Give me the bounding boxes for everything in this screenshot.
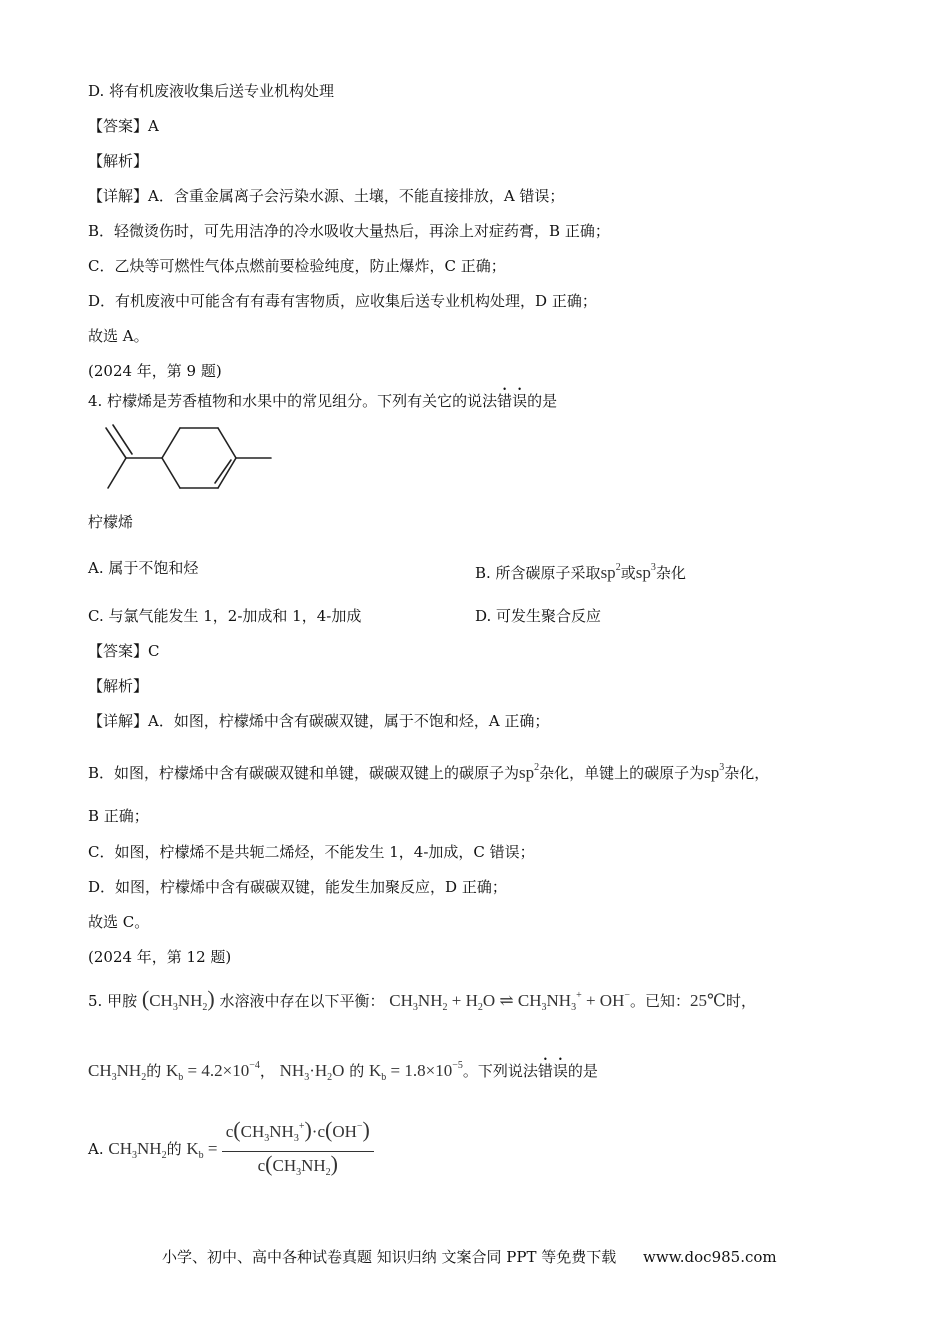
footer	[162, 1246, 777, 1267]
methylamine-formula: $(CH_3NH_2)$	[141, 986, 215, 1013]
detail-c: C．乙炔等可燃性气体点燃前要检验纯度，防止爆炸，C 正确；	[88, 257, 506, 275]
analysis-label-2: 【解析】	[88, 677, 149, 695]
detail-b: B．轻微烫伤时，可先用洁净的冷水吸收大量热后，再涂上对症药膏，B 正确；	[88, 222, 610, 240]
option-c: C. 与氯气能发生 1，2-加成和 1，4-加成	[88, 607, 362, 625]
option-a: A. 属于不饱和烃	[88, 559, 199, 577]
kb-fraction: $\frac{c(CH_3NH_3^+)\cdot c(OH^-)}{c(CH_3NH_2)}$	[222, 1117, 374, 1183]
question-source-2: (2024 年，第 12 题)	[88, 948, 232, 966]
limonene-structure	[96, 422, 276, 494]
option-a-5: A. $CH_3NH_2$的 $K_b$ = $\frac{c(CH_3NH_3^+)\cdot c(OH^-)}{c(CH_3NH_2)}$	[88, 1117, 374, 1183]
conclusion: 故选 A。	[88, 327, 149, 345]
kb-values: $CH_3NH_2$的 $K_b = 4.2\times 10^{-4}$， $NH_3\cdot H_2O$ 的 $K_b = 1.8\times 10^{-5}$。下列说法错误的是	[88, 1060, 598, 1083]
answer-label-2: 【答案】C	[88, 642, 160, 660]
option-d-text: D. 将有机废液收集后送专业机构处理	[88, 82, 335, 100]
detail-2a: 【详解】A．如图，柠檬烯中含有碳碳双键，属于不饱和烃，A 正确；	[88, 712, 550, 730]
detail-2c: C．如图，柠檬烯不是共轭二烯烃，不能发生 1，4-加成，C 错误；	[88, 843, 535, 861]
option-b: B. 所含碳原子采取$sp^2$或$sp^3$杂化	[475, 562, 686, 582]
option-d: D. 可发生聚合反应	[475, 607, 602, 625]
detail-2b: B．如图，柠檬烯中含有碳碳双键和单键，碳碳双键上的碳原子为$sp^2$杂化，单键上的碳原子为$sp^3$杂化，	[88, 762, 770, 782]
detail-2b-cont: B 正确；	[88, 807, 149, 825]
question-5: 5. 甲胺 $(CH_3NH_2)$ 水溶液中存在以下平衡： $CH_3NH_2 + H_2O$ ⇌ $CH_3NH_3^+ + OH^-$。已知：25℃时，	[88, 986, 757, 1013]
question-4: 4. 柠檬烯是芳香植物和水果中的常见组分。下列有关它的说法错误的是	[88, 392, 558, 410]
molecule-label: 柠檬烯	[88, 513, 134, 531]
detail-2d: D．如图，柠檬烯中含有碳碳双键，能发生加聚反应，D 正确；	[88, 878, 507, 896]
conclusion-2: 故选 C。	[88, 913, 150, 931]
question-source: (2024 年，第 9 题)	[88, 362, 222, 380]
detail-a: 【详解】A．含重金属离子会污染水源、土壤，不能直接排放，A 错误；	[88, 187, 565, 205]
footer-url[interactable]: www.doc985.com	[643, 1248, 777, 1266]
detail-d: D．有机废液中可能含有有毒有害物质，应收集后送专业机构处理，D 正确；	[88, 292, 597, 310]
answer-label: 【答案】A	[88, 117, 159, 135]
footer-text: 小学、初中、高中各种试卷真题 知识归纳 文案合同 PPT 等免费下载	[162, 1248, 617, 1266]
analysis-label: 【解析】	[88, 152, 149, 170]
equilibrium-equation: $CH_3NH_2 + H_2O$ ⇌ $CH_3NH_3^+ + OH^-$	[389, 990, 630, 1013]
